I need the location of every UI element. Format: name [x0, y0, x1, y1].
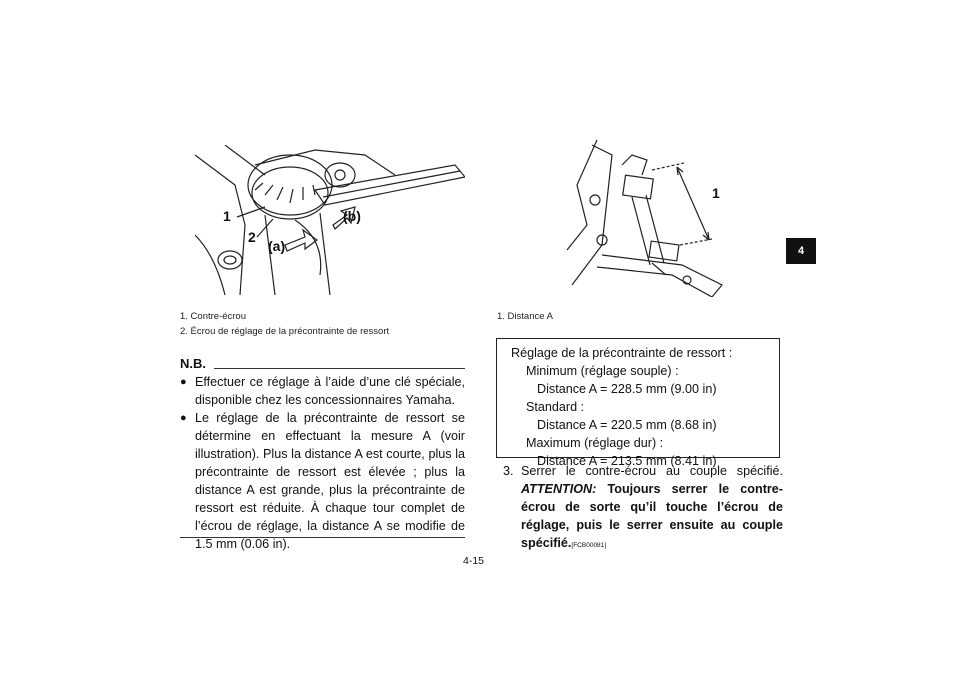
callout-1: 1	[223, 208, 231, 224]
note-item-text: Le réglage de la précontrainte de ressort se détermine en effectuant la mesure A (voir illustration). Plus la distance A est courte, plus la précontrainte de ressort est élevée ; plus la distance A est grande, plus la précontrainte de ressort est réduite. À chaque tour complet de l’écrou de réglage, la distance A se modifie de 1.5 mm (0.06 in).	[195, 411, 465, 551]
note-bottom-rule	[180, 537, 465, 538]
callout-2: 2	[248, 229, 256, 245]
step-3	[503, 462, 783, 555]
spec-min-label: Minimum (réglage souple) :	[526, 364, 679, 378]
note-item	[180, 409, 465, 553]
spec-title: Réglage de la précontrainte de ressort :	[511, 346, 733, 360]
spec-max-value: Distance A = 213.5 mm (8.41 in)	[537, 454, 717, 468]
spec-box	[496, 338, 780, 468]
caption-distance-a: 1. Distance A	[497, 311, 553, 322]
spec-std-value: Distance A = 220.5 mm (8.68 in)	[537, 418, 717, 432]
bullet-icon: ●	[180, 376, 187, 388]
note-item	[180, 373, 465, 409]
note-list	[180, 373, 465, 553]
callout-distance-a: 1	[712, 185, 720, 201]
spec-max-label: Maximum (réglage dur) :	[526, 436, 664, 450]
note-top-rule	[214, 368, 465, 369]
step-body	[503, 462, 783, 555]
attention-text: Toujours serrer le contre-écrou de sorte qu’il touche l’écrou de réglage, puis le serrer ensuite au couple spécifié.	[521, 482, 783, 550]
callout-a: (a)	[268, 238, 286, 254]
step-text: Serrer le contre-écrou au couple spécifié.	[521, 464, 783, 478]
left-figure-captions	[180, 309, 470, 339]
callout-b: (b)	[343, 208, 361, 224]
caption-lock-nut: 1. Contre-écrou	[180, 311, 247, 322]
attention-code: [FCB00081]	[571, 542, 607, 549]
caption-adjusting-nut: 2. Écrou de réglage de la précontrainte de ressort	[180, 326, 390, 337]
spring-preload-illustration	[195, 145, 465, 297]
page-number: 4-15	[463, 555, 485, 567]
shock-distance-illustration	[562, 125, 732, 297]
bullet-icon: ●	[180, 412, 187, 424]
note-item-text: Effectuer ce réglage à l’aide d’une clé spéciale, disponible chez les concessionnaires Yamaha.	[195, 375, 465, 407]
spec-min-value: Distance A = 228.5 mm (9.00 in)	[537, 382, 717, 396]
spec-std-label: Standard :	[526, 400, 585, 414]
chapter-tab: 4	[786, 238, 816, 264]
step-number: 3.	[503, 464, 514, 478]
note-title: N.B.	[180, 356, 206, 371]
right-figure-captions	[497, 309, 697, 324]
attention-label: ATTENTION:	[521, 482, 597, 496]
